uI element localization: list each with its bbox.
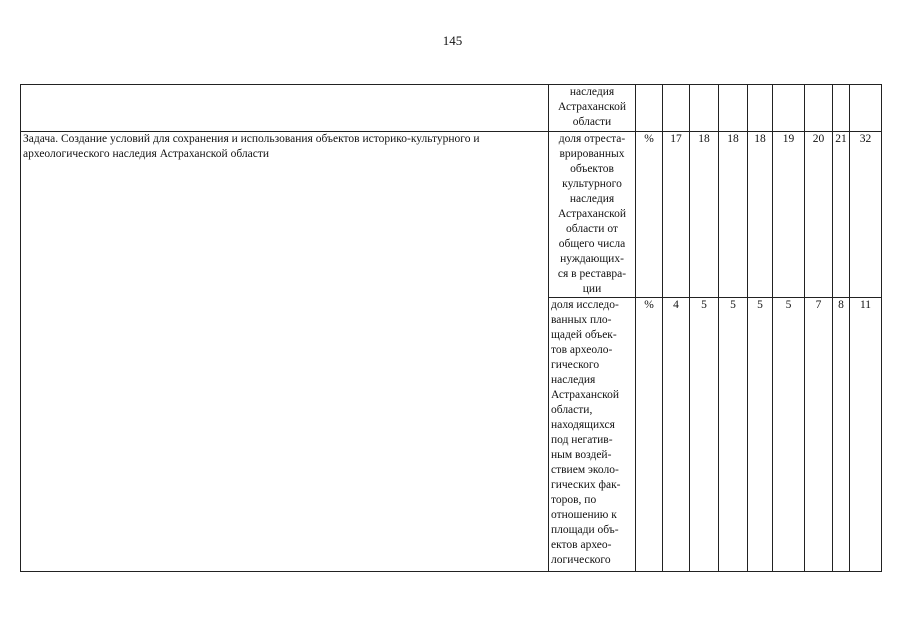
indicator-line: гического xyxy=(551,359,600,371)
indicator-line: врированных xyxy=(559,148,625,160)
indicator-line: ектов архео- xyxy=(551,539,612,551)
indicator-line: наследия xyxy=(569,193,615,205)
indicator-line: отношению к xyxy=(551,509,617,521)
indicator-line: наследия xyxy=(551,374,596,386)
indicator-line: щадей объек- xyxy=(551,329,617,341)
indicator-line: общего числа xyxy=(558,238,626,250)
indicator-line: Астраханской xyxy=(557,208,626,220)
indicator-line: гических фак- xyxy=(551,479,621,491)
unit-cell xyxy=(636,85,663,132)
value-cell: 5 xyxy=(773,298,805,572)
indicator-line: ствием эколо- xyxy=(551,464,619,476)
indicator-line: Астраханской xyxy=(551,389,620,401)
value-cell: 5 xyxy=(748,298,773,572)
value-cell xyxy=(805,85,833,132)
indicator-cell xyxy=(549,298,636,572)
value-cell: 19 xyxy=(773,132,805,298)
indicator-line: тов археоло- xyxy=(551,344,613,356)
value-cell: 5 xyxy=(719,298,748,572)
value-cell: 11 xyxy=(850,298,882,572)
unit-cell: % xyxy=(636,132,663,298)
indicator-line: доля исследо- xyxy=(551,299,619,311)
value-cell xyxy=(663,85,690,132)
indicator-line: культурного xyxy=(562,178,622,190)
indicator-line: нуждающих- xyxy=(560,253,624,265)
value-cell: 7 xyxy=(805,298,833,572)
task-cell: Задача. Создание условий для сохранения и использования объектов историко-культурного и археологического наследия Астраханской области xyxy=(21,132,549,572)
indicator-cell-continued: наследия Астраханской области xyxy=(549,85,636,132)
value-cell xyxy=(773,85,805,132)
table-row xyxy=(21,85,882,132)
indicator-line: ванных пло- xyxy=(551,314,612,326)
value-cell: 32 xyxy=(850,132,882,298)
indicator-cell xyxy=(549,132,636,298)
value-cell xyxy=(748,85,773,132)
table-row xyxy=(21,132,882,298)
indicator-line: под негатив- xyxy=(551,434,613,446)
value-cell xyxy=(690,85,719,132)
value-cell xyxy=(719,85,748,132)
empty-task-cell xyxy=(21,85,549,132)
value-cell: 20 xyxy=(805,132,833,298)
value-cell: 18 xyxy=(690,132,719,298)
indicator-line: ным воздей- xyxy=(551,449,612,461)
page-number: 145 xyxy=(442,33,463,48)
value-cell xyxy=(833,85,850,132)
indicator-line: доля отреста- xyxy=(558,133,626,145)
indicator-line: области от xyxy=(566,223,618,235)
indicator-line: ся в реставра- xyxy=(557,268,627,280)
unit-cell: % xyxy=(636,298,663,572)
value-cell: 21 xyxy=(833,132,850,298)
value-cell xyxy=(850,85,882,132)
indicator-line: торов, по xyxy=(551,494,597,506)
value-cell: 18 xyxy=(748,132,773,298)
indicator-line: находящихся xyxy=(551,419,615,431)
value-cell: 4 xyxy=(663,298,690,572)
indicator-line: ции xyxy=(582,283,602,295)
indicator-line: логического xyxy=(551,554,611,566)
indicator-line: области, xyxy=(551,404,593,416)
value-cell: 8 xyxy=(833,298,850,572)
indicators-table xyxy=(20,84,882,572)
indicator-line: площади объ- xyxy=(551,524,619,536)
value-cell: 18 xyxy=(719,132,748,298)
indicator-line: объектов xyxy=(570,163,614,175)
value-cell: 5 xyxy=(690,298,719,572)
value-cell: 17 xyxy=(663,132,690,298)
